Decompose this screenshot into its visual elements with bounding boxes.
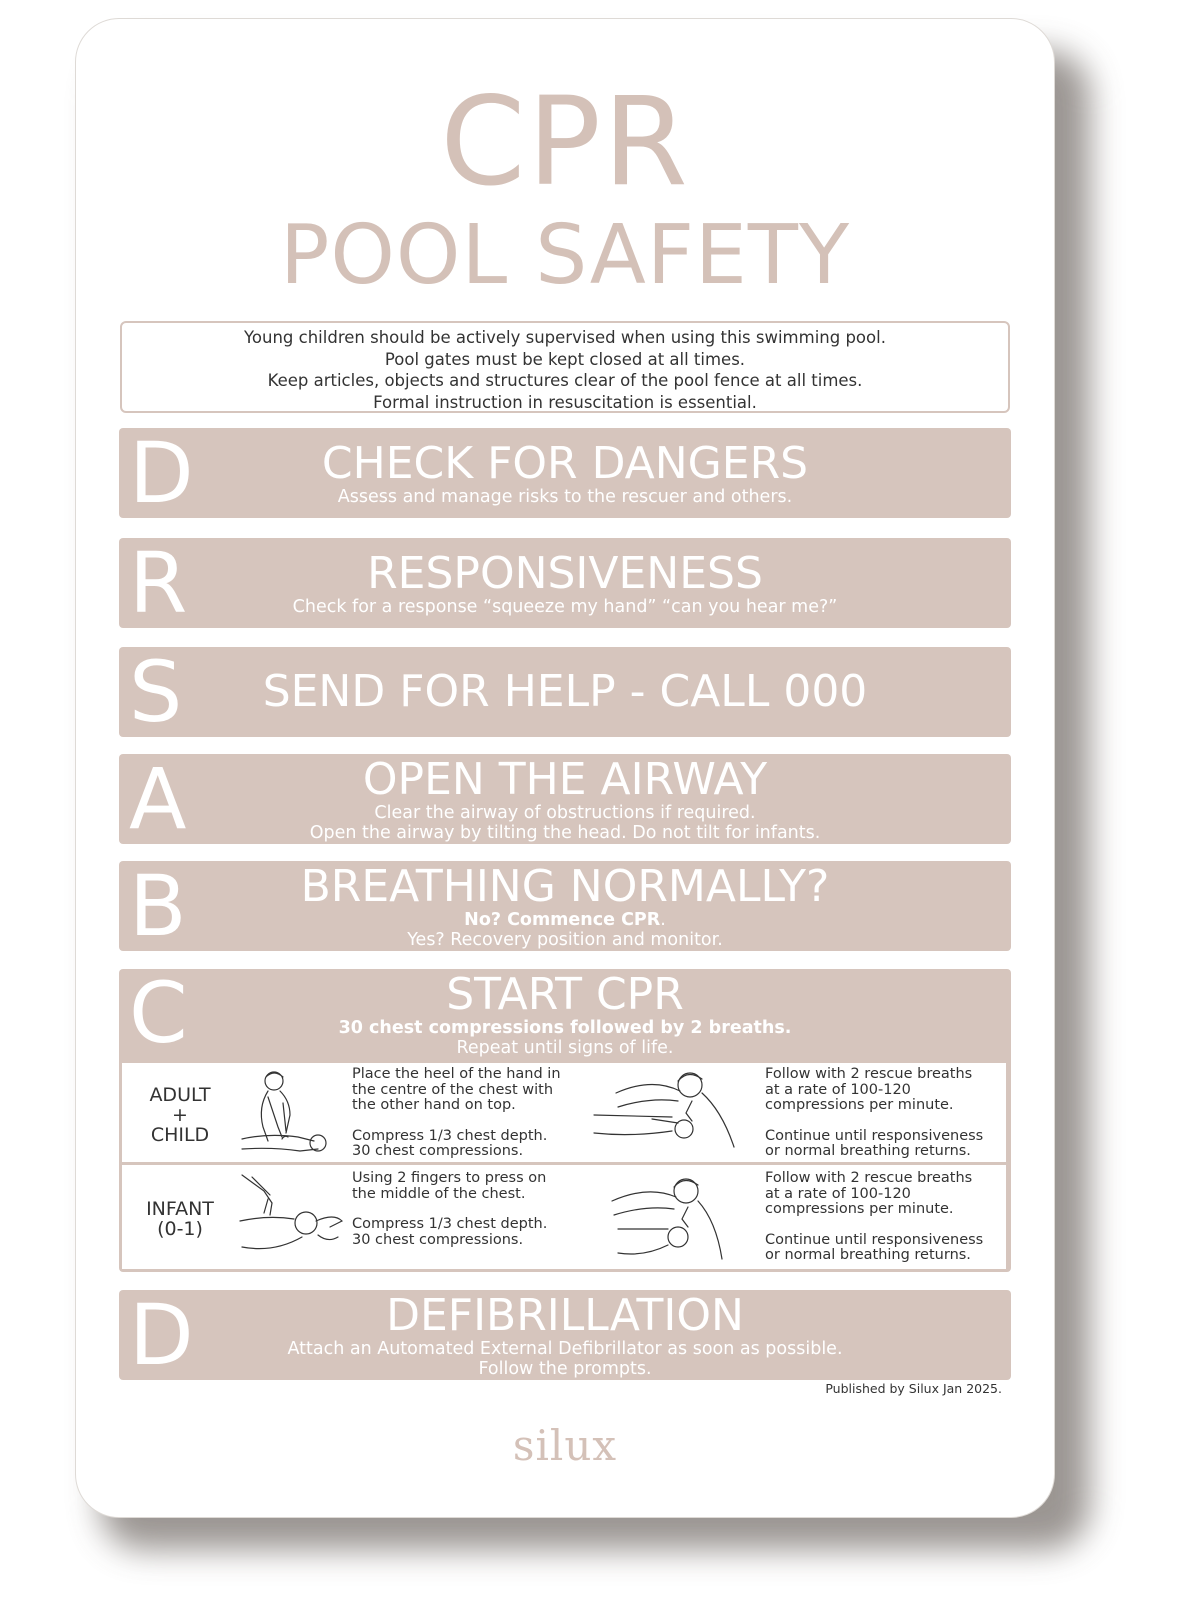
step-defibrillation <box>119 1286 1011 1384</box>
step-send-help <box>119 643 1011 741</box>
step-heading: DEFIBRILLATION <box>386 1290 744 1341</box>
instruction-line: the middle of the chest. <box>352 1185 526 1202</box>
step-description: Follow the prompts. <box>478 1359 652 1379</box>
step-letter: C <box>129 964 188 1062</box>
row-label-line: (0-1) <box>157 1218 203 1240</box>
step-start-cpr <box>119 964 1011 1272</box>
instruction-line: or normal breathing returns. <box>765 1247 971 1263</box>
instruction-line: 30 chest compressions. <box>352 1143 524 1159</box>
step-body <box>119 438 1011 507</box>
infant-compression-illustration <box>238 1173 348 1261</box>
step-letter: R <box>129 534 188 632</box>
step-airway <box>119 750 1011 848</box>
step-body <box>119 964 1011 1062</box>
cpr-sign <box>75 18 1055 1518</box>
instruction-line: the other hand on top. <box>352 1097 516 1113</box>
notice-line: Keep articles, objects and structures clear of the pool fence at all times. <box>267 371 863 390</box>
instruction-line: Place the heel of the hand in <box>352 1066 561 1082</box>
instruction-spacer <box>765 1114 983 1129</box>
infant-breathing-instructions <box>765 1171 983 1264</box>
step-heading: BREATHING NORMALLY? <box>300 861 830 912</box>
step-breathing <box>119 857 1011 955</box>
step-heading: OPEN THE AIRWAY <box>362 754 768 805</box>
instruction-spacer <box>765 1218 983 1233</box>
notice-line: Young children should be actively supervised when using this swimming pool. <box>244 328 886 347</box>
step-description: Attach an Automated External Defibrillator as soon as possible. <box>287 1339 843 1359</box>
instruction-line: Follow with 2 rescue breaths <box>765 1170 973 1186</box>
instruction-spacer <box>352 1114 561 1129</box>
instruction-line: compressions per minute. <box>765 1097 954 1113</box>
step-letter: B <box>129 857 187 955</box>
row-label-line: CHILD <box>150 1124 210 1146</box>
step-body <box>119 666 1011 717</box>
step-letter: A <box>129 750 187 848</box>
row-label-line: ADULT <box>149 1084 211 1106</box>
instruction-line: Continue until responsiveness <box>765 1231 984 1248</box>
instruction-spacer <box>352 1202 547 1217</box>
instruction-line: Compress 1/3 chest depth. <box>352 1127 548 1144</box>
sign-subtitle: POOL SAFETY <box>279 208 851 303</box>
instruction-line: Continue until responsiveness <box>765 1127 984 1144</box>
supervision-notice <box>120 321 1010 413</box>
step-description: Yes? Recovery position and monitor. <box>407 930 723 950</box>
row-label <box>122 1199 238 1239</box>
step-heading: CHECK FOR DANGERS <box>321 438 809 489</box>
row-label <box>122 1085 238 1145</box>
row-label-line: INFANT <box>146 1198 214 1220</box>
instruction-line: or normal breathing returns. <box>765 1143 971 1159</box>
step-description: Open the airway by tilting the head. Do not tilt for infants. <box>309 823 821 843</box>
row-label-line: + <box>172 1104 188 1126</box>
infant-breathing-illustration <box>588 1173 738 1265</box>
step-heading: RESPONSIVENESS <box>367 548 763 599</box>
instruction-line: 30 chest compressions. <box>352 1231 524 1248</box>
silux-logo: silux <box>512 1421 618 1470</box>
step-dangers <box>119 424 1011 522</box>
instruction-line: the centre of the chest with <box>352 1081 554 1098</box>
step-responsiveness <box>119 534 1011 632</box>
instruction-line: Follow with 2 rescue breaths <box>765 1066 973 1082</box>
step-letter: S <box>129 643 183 741</box>
step-body <box>119 548 1011 617</box>
adult-compression-instructions <box>352 1067 561 1160</box>
publisher-credit: Published by Silux Jan 2025. <box>825 1381 1002 1396</box>
step-letter: D <box>129 424 194 522</box>
step-heading: START CPR <box>446 969 684 1020</box>
instruction-line: Compress 1/3 chest depth. <box>352 1216 548 1232</box>
instruction-line: at a rate of 100-120 <box>765 1081 911 1098</box>
adult-child-row <box>122 1063 1006 1162</box>
infant-compression-instructions <box>352 1171 547 1248</box>
step-emphasis: 30 chest compressions followed by 2 breaths. <box>338 1018 792 1038</box>
adult-compression-illustration <box>238 1067 338 1159</box>
step-description: Check for a response “squeeze my hand” “can you hear me?” <box>292 597 838 617</box>
step-body <box>119 857 1011 955</box>
step-description: Repeat until signs of life. <box>456 1038 674 1058</box>
instruction-line: Using 2 fingers to press on <box>352 1170 547 1186</box>
instruction-line: compressions per minute. <box>765 1201 954 1217</box>
adult-breathing-illustration <box>592 1067 742 1159</box>
notice-line: Formal instruction in resuscitation is essential. <box>373 392 757 412</box>
sign-title: CPR <box>440 71 690 213</box>
instruction-line: at a rate of 100-120 <box>765 1185 911 1202</box>
infant-row <box>122 1165 1006 1269</box>
step-description: Assess and manage risks to the rescuer and others. <box>337 487 793 507</box>
step-description: Clear the airway of obstructions if required. <box>374 803 756 823</box>
step-emphasis: No? Commence CPR <box>464 910 661 930</box>
step-description <box>119 910 1011 930</box>
step-emphasis-suffix: . <box>660 910 666 930</box>
step-letter: D <box>129 1286 194 1384</box>
step-heading: SEND FOR HELP - CALL 000 <box>262 666 868 717</box>
adult-breathing-instructions <box>765 1067 983 1160</box>
notice-line: Pool gates must be kept closed at all times. <box>384 349 746 369</box>
step-body <box>119 750 1011 848</box>
step-body <box>119 1286 1011 1384</box>
